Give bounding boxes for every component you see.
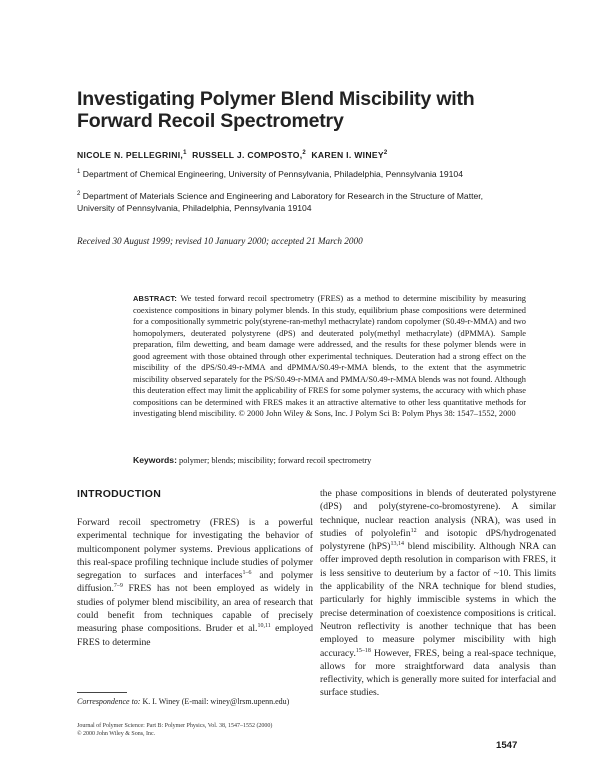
abstract-text: We tested forward recoil spectrometry (FRES) as a method to determine miscibility by measuring coexistence compositions in binary polymer blends. In this study, equilibrium phase compositions were determined for a compositionally symmetric poly(styrene-ran-methyl methacrylate) random copolymer (S0.49-r-MMA) and two homopolymers, deuterated polystyrene (dPS) and deuterated poly(methyl methacrylate) (dPMMA). Sample preparation, film dewetting, and beam damage were addressed, and the results for these polymer blends were in good agreement with those obtained through other experimental techniques. Deuteration had a strong effect on the miscibility of the dPS/S0.49-r-MMA and dPMMA/S0.49-r-MMA blends, to the extent that the asymmetric miscibility observed separately for the PS/S0.49-r-MMA and PMMA/S0.49-r-MMA blends was not found. Although this deuteration effect may limit the applicability of FRES for some polymer systems, the accuracy with which phase compositions can be determined with FRES makes it an attractive alternative to other less quantitative methods for investigating blend miscibility. © 2000 John Wiley & Sons, Inc. J Polym Sci B: Polym Phys 38: 1547–1552, 2000 bbox=[133, 294, 526, 418]
citation: 7–9 bbox=[113, 583, 123, 590]
paper-title: Investigating Polymer Blend Miscibility with Forward Recoil Spectrometry bbox=[77, 88, 475, 132]
author-1: NICOLE N. PELLEGRINI, bbox=[77, 150, 184, 160]
author-list bbox=[77, 150, 388, 160]
abstract-label: ABSTRACT: bbox=[133, 294, 178, 303]
author-3: KAREN I. WINEY bbox=[311, 150, 384, 160]
keywords-label: Keywords: bbox=[133, 455, 177, 465]
received-dates: Received 30 August 1999; revised 10 January 2000; accepted 21 March 2000 bbox=[77, 236, 363, 246]
body-column-right: the phase compositions in blends of deuterated polystyrene (dPS) and poly(styrene-co-bromostyrene). A similar technique, nuclear reaction analysis (NRA), was used in studies of polyolefin$^{12}$ and isotopic dPS/hydrogenated polystyrene (hPS)$^{13,14}$ blend miscibility. Although NRA can offer improved depth resolution in comparison with FRES, it is less sensitive to deuterium by a factor of ~10. This limits the applicability of the NRA technique for blend studies, particularly for highly immiscible systems in which the precise determination of coexistence compositions is critical. Neutron reflectivity is another technique that has been employed to measure polymer miscibility with high accuracy.$^{15-18}$ However, FRES, being a real-space technique, allows for more straightforward data analysis than reflectivity, which is generally more suited for interfacial and surface studies. bbox=[320, 488, 557, 699]
citation: 12 bbox=[410, 527, 417, 534]
journal-citation: Journal of Polymer Science: Part B: Polymer Physics, Vol. 38, 1547–1552 (2000) © 2000 John Wiley & Sons, Inc. bbox=[77, 723, 273, 737]
author-2-affil: 2 bbox=[302, 150, 307, 157]
page-number: 1547 bbox=[496, 740, 518, 751]
citation: 10,11 bbox=[257, 623, 271, 630]
footnote-divider bbox=[77, 692, 127, 693]
citation: 13,14 bbox=[390, 541, 404, 547]
citation: 1–6 bbox=[242, 570, 252, 576]
correspondence-note: Correspondence to: K. I. Winey (E-mail: winey@lrsm.upenn.edu) bbox=[77, 697, 290, 706]
keywords bbox=[133, 455, 371, 465]
abstract bbox=[133, 293, 526, 420]
author-1-affil: 1 bbox=[183, 150, 187, 157]
author-3-affil: 2 bbox=[383, 150, 388, 157]
affiliation-2: $^2$ Department of Materials Science and Engineering and Laboratory for Research in the Structure of Matter, University of Pennsylvania, Philadelphia, Pennsylvania 19104 bbox=[77, 191, 484, 213]
author-2: RUSSELL J. COMPOSTO, bbox=[192, 150, 303, 160]
keywords-text: polymer; blends; miscibility; forward recoil spectrometry bbox=[179, 456, 372, 465]
body-column-left: Forward recoil spectrometry (FRES) is a powerful experimental technique for investigating the behavior of multicomponent polymer systems. Previous applications of this real-space profiling technique include studies of polymer segregation to surfaces and interfaces$^{1-6}$ and polymer diffusion.$^{7-9}$ FRES has not been employed as widely in studies of polymer blend miscibility, an area of research that could benefit from techniques capable of precisely measuring phase compositions. Bruder et al.$^{10,11}$ employed FRES to determine bbox=[77, 517, 313, 648]
citation: 15–18 bbox=[355, 647, 371, 654]
section-heading: INTRODUCTION bbox=[77, 488, 162, 500]
affiliation-1: $^1$ Department of Chemical Engineering, University of Pennsylvania, Philadelphia, Pennsylvania 19104 bbox=[77, 169, 463, 179]
